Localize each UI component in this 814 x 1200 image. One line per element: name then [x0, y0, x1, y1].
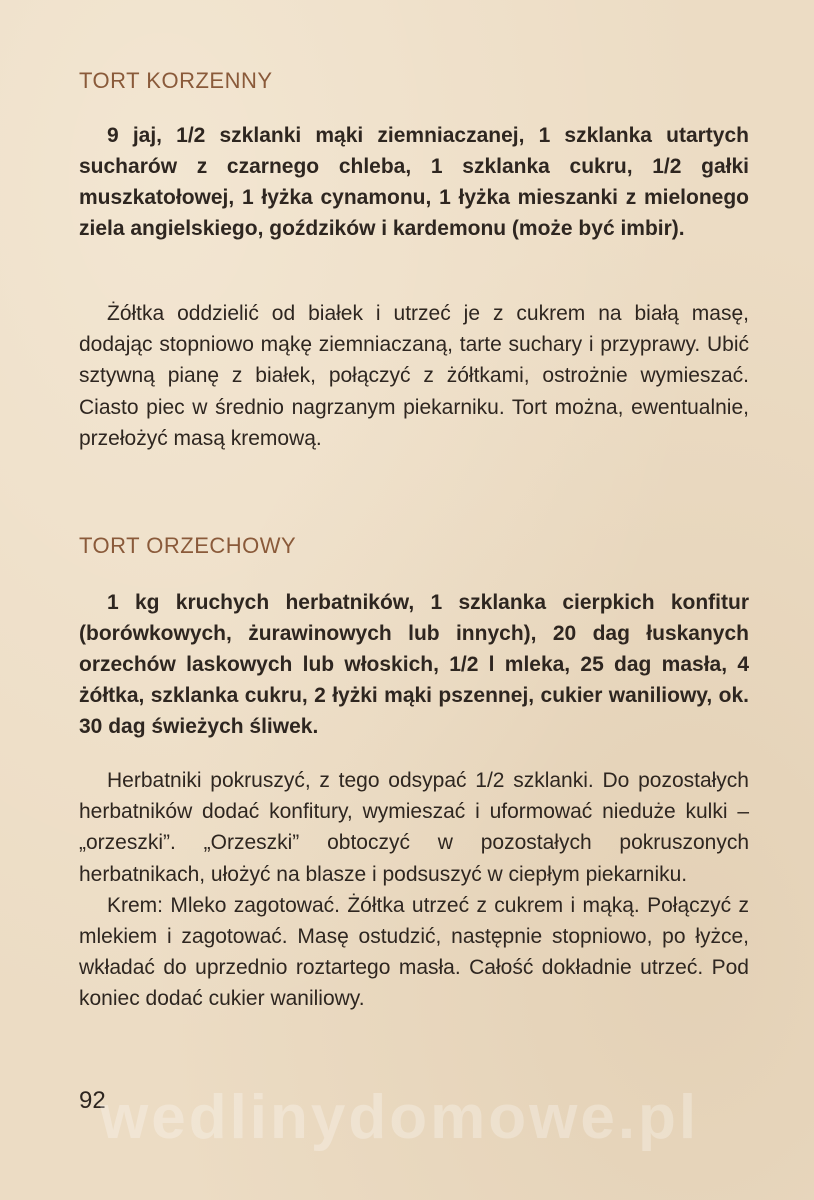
method-paragraph: Herbatniki pokruszyć, z tego odsypać 1/2 szklanki. Do pozostałych herbatników dodać konfitury, wymieszać i uformować nieduże kulki – „orzeszki”. „Orzeszki” obtoczyć w pozostałych pokruszonych herbatnikach, ułożyć na blasze i podsuszyć w ciepłym piekarniku. — [79, 769, 749, 886]
recipe-ingredients-tort-orzechowy: 1 kg kruchych herbatników, 1 szklanka cierpkich konfitur (borówkowych, żurawinowych lub innych), 20 dag łuskanych orzechów laskowych lub włoskich, 1/2 l mleka, 25 dag masła, 4 żółtka, szklanka cukru, 2 łyżki mąki pszennej, cukier waniliowy, ok. 30 dag świeżych śliwek. — [79, 591, 749, 738]
recipe-ingredients-tort-korzenny: 9 jaj, 1/2 szklanki mąki ziemniaczanej, 1 szklanka utartych sucharów z czarnego chleba, 1 szklanka cukru, 1/2 gałki muszkatołowej, 1 łyżka cynamonu, 1 łyżka mieszanki z mielonego ziela angielskiego, goździków i kardemonu (może być imbir). — [79, 124, 749, 240]
method-paragraph: Krem: Mleko zagotować. Żółtka utrzeć z cukrem i mąką. Połączyć z mlekiem i zagotować. Masę ostudzić, następnie stopniowo, po łyżce, wkładać do uprzednio roztartego masła. Całość dokładnie utrzeć. Pod koniec dodać cukier waniliowy. — [79, 893, 749, 1011]
recipe-title-tort-orzechowy: TORT ORZECHOWY — [79, 533, 297, 558]
page-number: 92 — [79, 1087, 106, 1114]
recipe-method-tort-korzenny — [79, 298, 749, 454]
watermark: wedlinydomowe.pl — [100, 1083, 700, 1152]
method-paragraph: Żółtka oddzielić od białek i utrzeć je z cukrem na białą masę, dodając stopniowo mąkę ziemniaczaną, tarte suchary i przyprawy. Ubić sztywną pianę z białek, połączyć z żółtkami, ostrożnie wymieszać. Ciasto piec w średnio nagrzanym piekarniku. Tort można, ewentualnie, przełożyć masą kremową. — [79, 302, 749, 450]
recipe-method-tort-orzechowy — [79, 765, 749, 1015]
recipe-title-tort-korzenny: TORT KORZENNY — [79, 68, 273, 93]
